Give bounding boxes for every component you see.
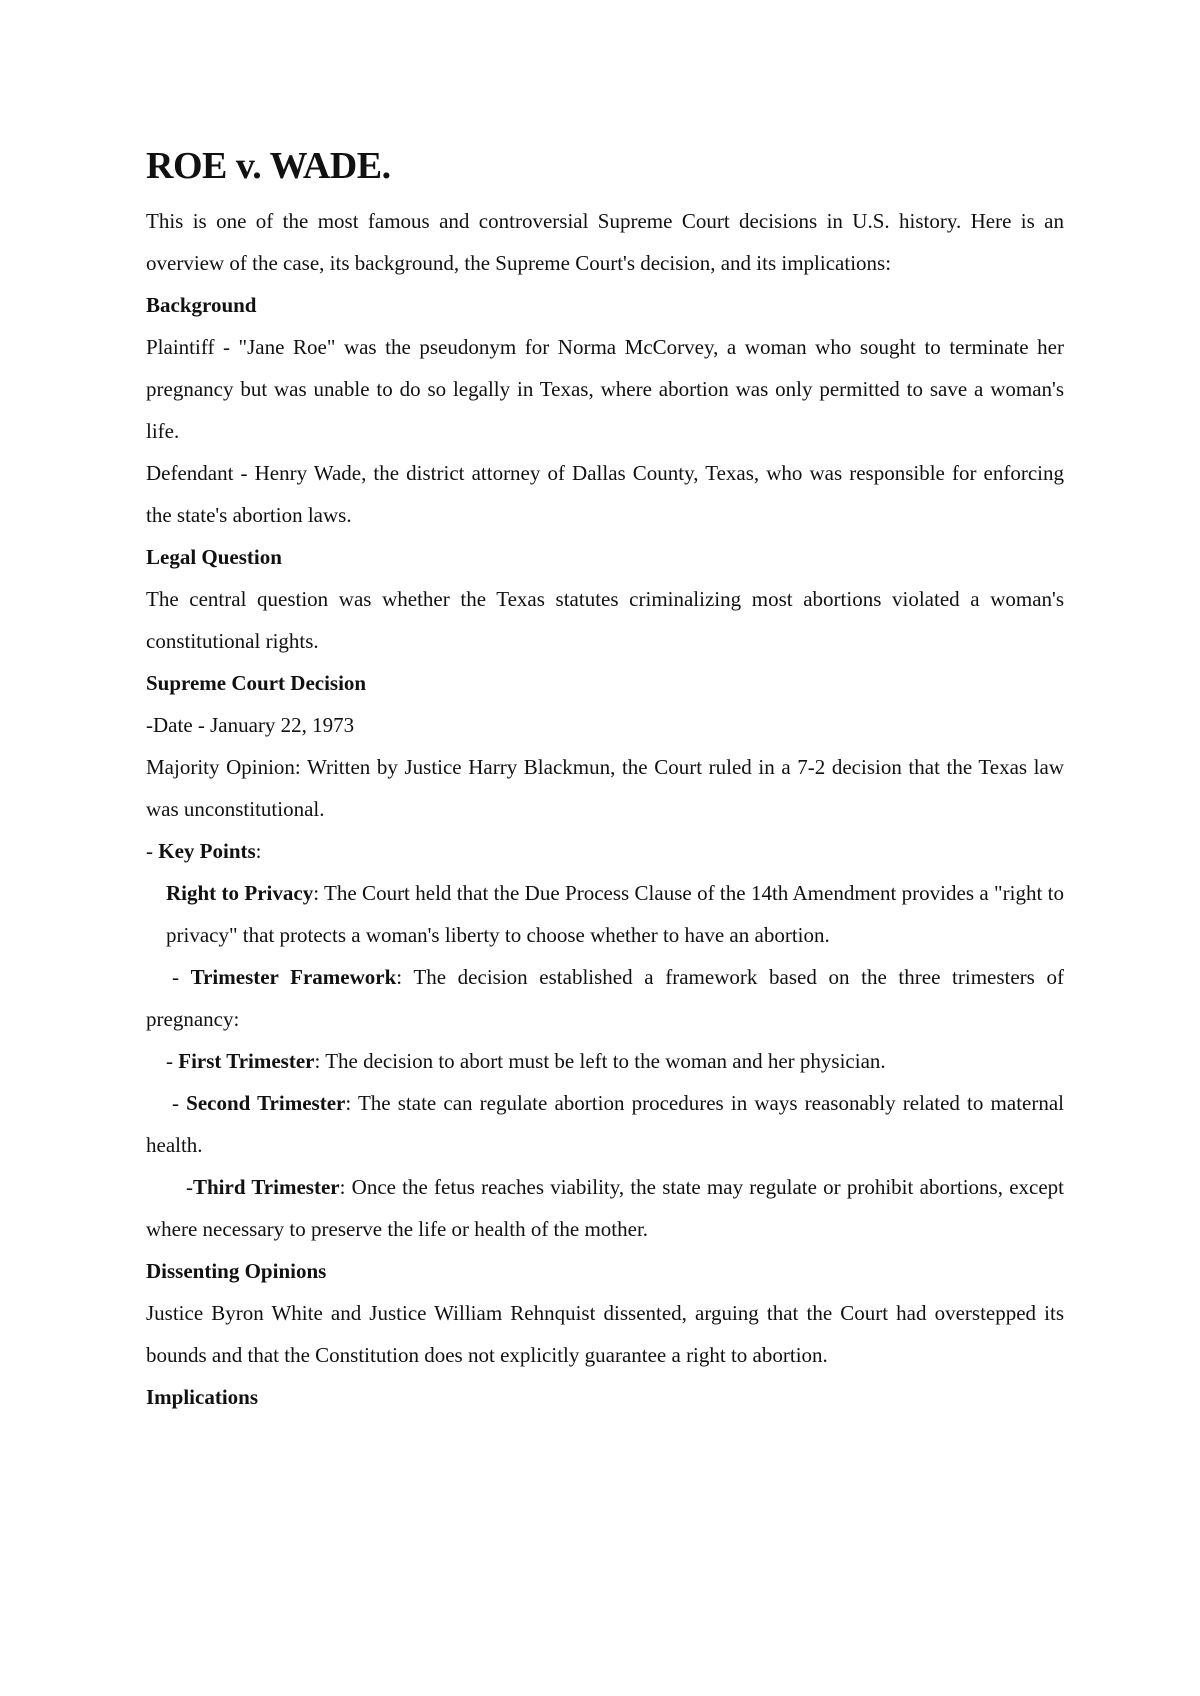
dissent-heading: Dissenting Opinions (146, 1259, 327, 1283)
third-trimester-paragraph (146, 1166, 1064, 1250)
dissent-paragraph: Justice Byron White and Justice William Rehnquist dissented, arguing that the Court had overstepped its bounds and that the Constitution does not explicitly guarantee a right to abortion. (146, 1301, 1064, 1367)
trimester-label: Trimester Framework (190, 965, 397, 989)
document-title: ROE v. WADE. (146, 145, 391, 187)
defendant-paragraph: Defendant - Henry Wade, the district attorney of Dallas County, Texas, who was responsible for enforcing the state's abortion laws. (146, 461, 1064, 527)
plaintiff-paragraph: Plaintiff - "Jane Roe" was the pseudonym for Norma McCorvey, a woman who sought to terminate her pregnancy but was unable to do so legally in Texas, where abortion was only permitted to save a woman's life. (146, 335, 1064, 443)
second-prefix: - (172, 1091, 187, 1115)
first-trimester-label: First Trimester (178, 1049, 315, 1073)
first-trimester-paragraph (146, 1040, 1064, 1082)
third-trimester-text: : Once the fetus reaches viability, the state may regulate or prohibit abortions, except where necessary to preserve the life or health of the mother. (146, 1175, 1064, 1241)
key-points-prefix: - (146, 839, 159, 863)
second-trimester-text: : The state can regulate abortion procedures in ways reasonably related to maternal health. (146, 1091, 1064, 1157)
trimester-framework-paragraph (146, 956, 1064, 1040)
key-points-line (146, 830, 1064, 872)
decision-date: -Date - January 22, 1973 (146, 713, 355, 737)
key-points-suffix: : (255, 839, 262, 863)
first-prefix: - (166, 1049, 179, 1073)
third-trimester-label: Third Trimester (193, 1175, 340, 1199)
implications-heading: Implications (146, 1385, 259, 1409)
legal-question-paragraph: The central question was whether the Texas statutes criminalizing most abortions violated a woman's constitutional rights. (146, 587, 1064, 653)
second-trimester-label: Second Trimester (186, 1091, 346, 1115)
trimester-text: : The decision established a framework based on the three trimesters of pregnancy: (146, 965, 1064, 1031)
legal-question-heading: Legal Question (146, 545, 282, 569)
first-trimester-text: : The decision to abort must be left to the woman and her physician. (314, 1049, 886, 1073)
key-points-label: Key Points (158, 839, 256, 863)
majority-opinion-paragraph: Majority Opinion: Written by Justice Harry Blackmun, the Court ruled in a 7-2 decision that the Texas law was unconstitutional. (146, 755, 1064, 821)
privacy-text: : The Court held that the Due Process Clause of the 14th Amendment provides a "right to privacy" that protects a woman's liberty to choose whether to have an abortion. (166, 881, 1064, 947)
background-heading: Background (146, 293, 257, 317)
third-prefix: - (186, 1175, 193, 1199)
right-to-privacy-paragraph (146, 872, 1064, 956)
decision-heading: Supreme Court Decision (146, 671, 367, 695)
document-page (146, 140, 1064, 1418)
second-trimester-paragraph (146, 1082, 1064, 1166)
trimester-prefix: - (172, 965, 191, 989)
privacy-label: Right to Privacy (166, 881, 314, 905)
intro-paragraph: This is one of the most famous and controversial Supreme Court decisions in U.S. history. Here is an overview of the case, its background, the Supreme Court's decision, and its implications: (146, 209, 1064, 275)
